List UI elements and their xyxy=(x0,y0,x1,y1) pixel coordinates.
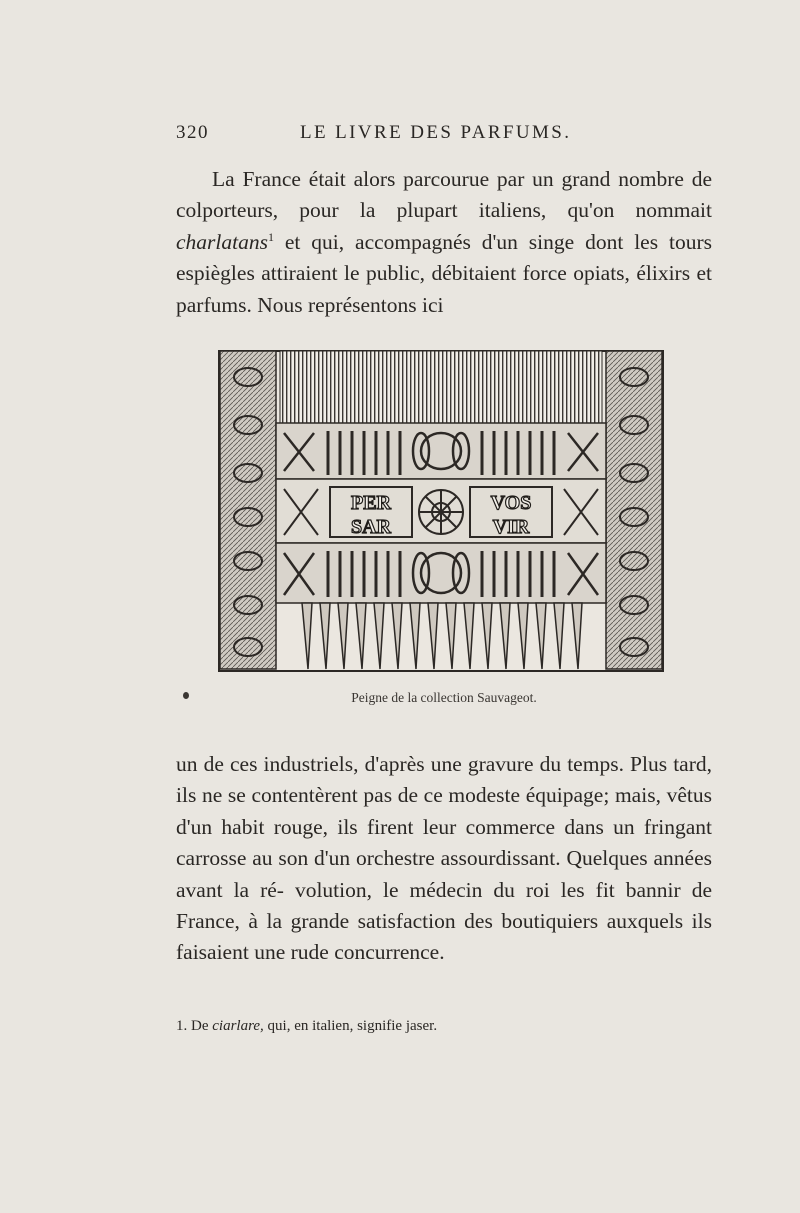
paragraph-1-text-before: La France était alors parcourue par un grand nombre de colporteurs, pour la plupart italiens, qu'on nommait xyxy=(176,167,712,223)
page-number: 320 xyxy=(176,122,209,143)
figure-caption: Peigne de la collection Sauvageot. xyxy=(351,690,537,705)
inscription-vos: VOS xyxy=(490,492,532,514)
footnote-reference: 1 xyxy=(267,229,274,244)
footnote-text-after: qui, en italien, signifie jaser. xyxy=(263,1018,438,1034)
footnote-italic-term: ciarlare, xyxy=(212,1018,264,1034)
paragraph-1 xyxy=(176,164,712,321)
paragraph-1-italic-term: charlatans xyxy=(176,229,268,254)
page-header xyxy=(176,122,712,152)
paragraph-1-text-after: et qui, accompagnés d'un singe dont les tours espiègles attiraient le public, débitaient force opiats, élixirs et parfums. Nous représentons ici xyxy=(176,229,712,317)
comb-engraving xyxy=(218,347,664,675)
running-title: LE LIVRE DES PARFUMS. xyxy=(300,122,572,143)
footnote-number: 1. xyxy=(176,1018,188,1034)
footnote xyxy=(176,1018,712,1035)
inscription-per: PER xyxy=(351,492,391,514)
footnote-text-before: De xyxy=(187,1018,213,1034)
inscription-sar: SAR xyxy=(350,516,392,538)
inscription-vir: VIR xyxy=(492,516,530,538)
paragraph-2: un de ces industriels, d'après une gravure du temps. Plus tard, ils ne se contentèrent pas de ce modeste équipage; mais, vêtus d'un habit rouge, ils firent leur commerce dans un fringant carrosse au son d'un orchestre assourdissant. Quelques années avant la ré- volution, le médecin du roi les fit bannir de France, à la grande satisfaction des boutiquiers auxquels ils faisaient une rude concurrence. xyxy=(176,752,712,965)
